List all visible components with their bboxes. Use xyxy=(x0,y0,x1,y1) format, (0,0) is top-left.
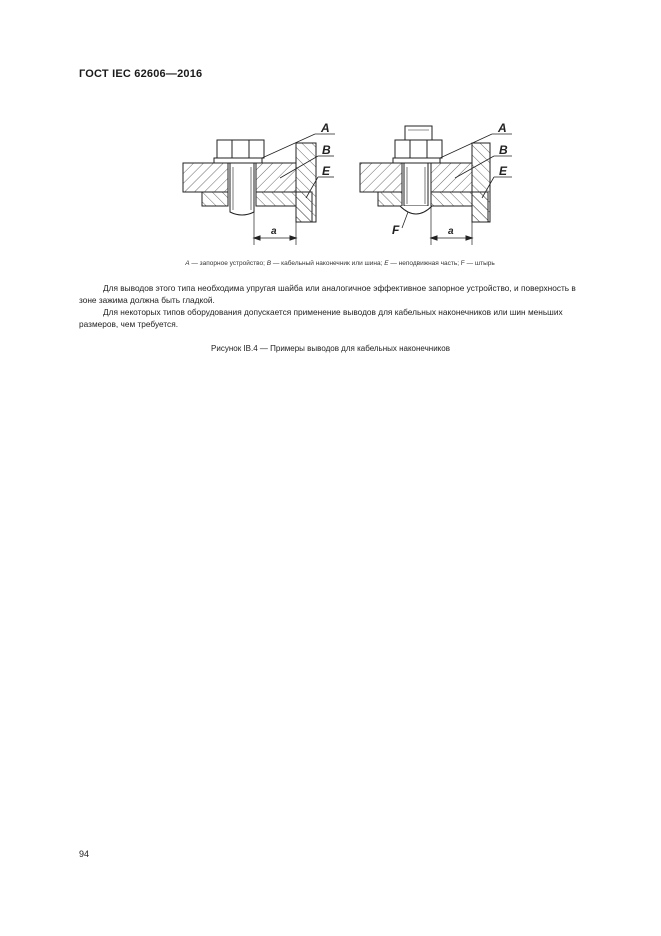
document-header: ГОСТ IEC 62606—2016 xyxy=(79,68,203,80)
right-dimension-label: a xyxy=(448,226,454,237)
right-label-b: B xyxy=(499,143,508,157)
figure-legend: A — запорное устройство; B — кабельный наконечник или шина; E — неподвижная часть; F — штырь xyxy=(185,260,495,267)
figure-title: Рисунок IB.4 — Примеры выводов для кабельных наконечников xyxy=(211,344,450,353)
right-label-a: A xyxy=(498,121,507,135)
left-terminal xyxy=(183,134,335,245)
terminal-figure xyxy=(0,0,661,280)
right-label-e: E xyxy=(499,164,508,178)
paragraph-washer: Для выводов этого типа необходима упругая шайба или аналогичное эффективное запорное устройство, и поверхность в зоне зажима должна быть гладкой. xyxy=(79,283,576,305)
right-terminal xyxy=(360,126,512,245)
page-number: 94 xyxy=(79,849,90,859)
right-label-f: F xyxy=(392,223,400,237)
paragraph-smaller-sizes: Для некоторых типов оборудования допускается применение выводов для кабельных наконечников или шин меньших размеров, чем требуется. xyxy=(79,307,563,329)
left-label-a: A xyxy=(321,121,330,135)
left-label-b: B xyxy=(322,143,331,157)
left-dimension-label: a xyxy=(271,226,277,237)
left-label-e: E xyxy=(322,164,331,178)
